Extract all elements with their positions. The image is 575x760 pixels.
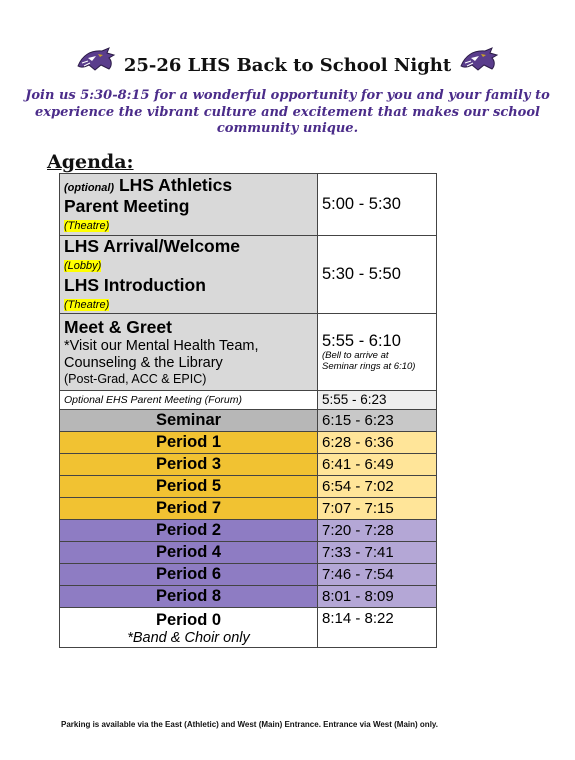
event-title: Meet & Greet [64, 317, 172, 338]
event-cell [60, 236, 318, 314]
table-row-period-0 [60, 608, 437, 648]
time-value: 5:55 - 6:10 [322, 332, 401, 351]
time-cell: 6:15 - 6:23 [318, 410, 437, 432]
event-title: Parent Meeting [64, 195, 190, 216]
time-cell: 5:30 - 5:50 [318, 236, 437, 314]
time-cell: 7:07 - 7:15 [318, 498, 437, 520]
table-row-seminar [60, 410, 437, 432]
header [0, 38, 575, 82]
wolf-mascot-icon [76, 46, 116, 74]
time-cell: 8:14 - 8:22 [318, 608, 437, 648]
time-cell: 7:33 - 7:41 [318, 542, 437, 564]
time-cell: 6:41 - 6:49 [318, 454, 437, 476]
period-note: *Band & Choir only [127, 629, 250, 646]
period-label: Period 4 [60, 542, 318, 564]
location-label: (Theatre) [64, 220, 110, 233]
period-label: Period 1 [60, 432, 318, 454]
event-title: LHS Introduction [64, 274, 206, 295]
time-cell: 7:46 - 7:54 [318, 564, 437, 586]
table-row-period [60, 586, 437, 608]
event-title: LHS Athletics [114, 174, 233, 195]
time-cell: 5:00 - 5:30 [318, 174, 437, 236]
period-label [60, 608, 318, 648]
wolf-mascot-icon [459, 46, 499, 74]
time-cell: 6:28 - 6:36 [318, 432, 437, 454]
table-row-athletics [60, 174, 437, 236]
event-note: Counseling & the Library [64, 354, 223, 371]
table-row-period [60, 454, 437, 476]
time-cell: 5:55 - 6:23 [318, 391, 437, 410]
event-cell: Seminar [60, 410, 318, 432]
time-cell: 6:54 - 7:02 [318, 476, 437, 498]
location-label: (Theatre) [64, 298, 110, 311]
event-cell: Optional EHS Parent Meeting (Forum) [60, 391, 318, 410]
bell-note: Seminar rings at 6:10) [322, 360, 416, 372]
event-cell [60, 314, 318, 391]
agenda-table [59, 173, 437, 648]
table-row-meet-greet [60, 314, 437, 391]
intro-text: Join us 5:30-8:15 for a wonderful opportunity for you and your family to experience the vibrant culture and excitement that makes our school community unique. [25, 88, 550, 136]
parking-note: Parking is available via the East (Athletic) and West (Main) Entrance. Entrance via West (Main) only. [61, 720, 438, 729]
time-cell: 8:01 - 8:09 [318, 586, 437, 608]
table-row-arrival [60, 236, 437, 314]
table-row-period [60, 432, 437, 454]
optional-label: (optional) [64, 181, 115, 194]
time-cell [318, 314, 437, 391]
event-note: (Post-Grad, ACC & EPIC) [64, 372, 207, 387]
event-title: LHS Arrival/Welcome [64, 236, 241, 256]
period-label: Period 3 [60, 454, 318, 476]
table-row-period [60, 564, 437, 586]
period-label: Period 6 [60, 564, 318, 586]
bell-note: (Bell to arrive at [322, 350, 389, 362]
event-note: *Visit our Mental Health Team, [64, 337, 259, 354]
table-row-period [60, 476, 437, 498]
time-cell: 7:20 - 7:28 [318, 520, 437, 542]
period-label: Period 2 [60, 520, 318, 542]
location-label: (Lobby) [64, 260, 102, 273]
table-row-ehs [60, 391, 437, 410]
agenda-heading: Agenda: [47, 151, 134, 173]
period-label: Period 8 [60, 586, 318, 608]
period-label: Period 5 [60, 476, 318, 498]
event-cell [60, 174, 318, 236]
period-label: Period 7 [60, 498, 318, 520]
table-row-period [60, 542, 437, 564]
page-title: 25-26 LHS Back to School Night [123, 54, 452, 76]
period-title: Period 0 [155, 610, 222, 629]
table-row-period [60, 498, 437, 520]
table-row-period [60, 520, 437, 542]
